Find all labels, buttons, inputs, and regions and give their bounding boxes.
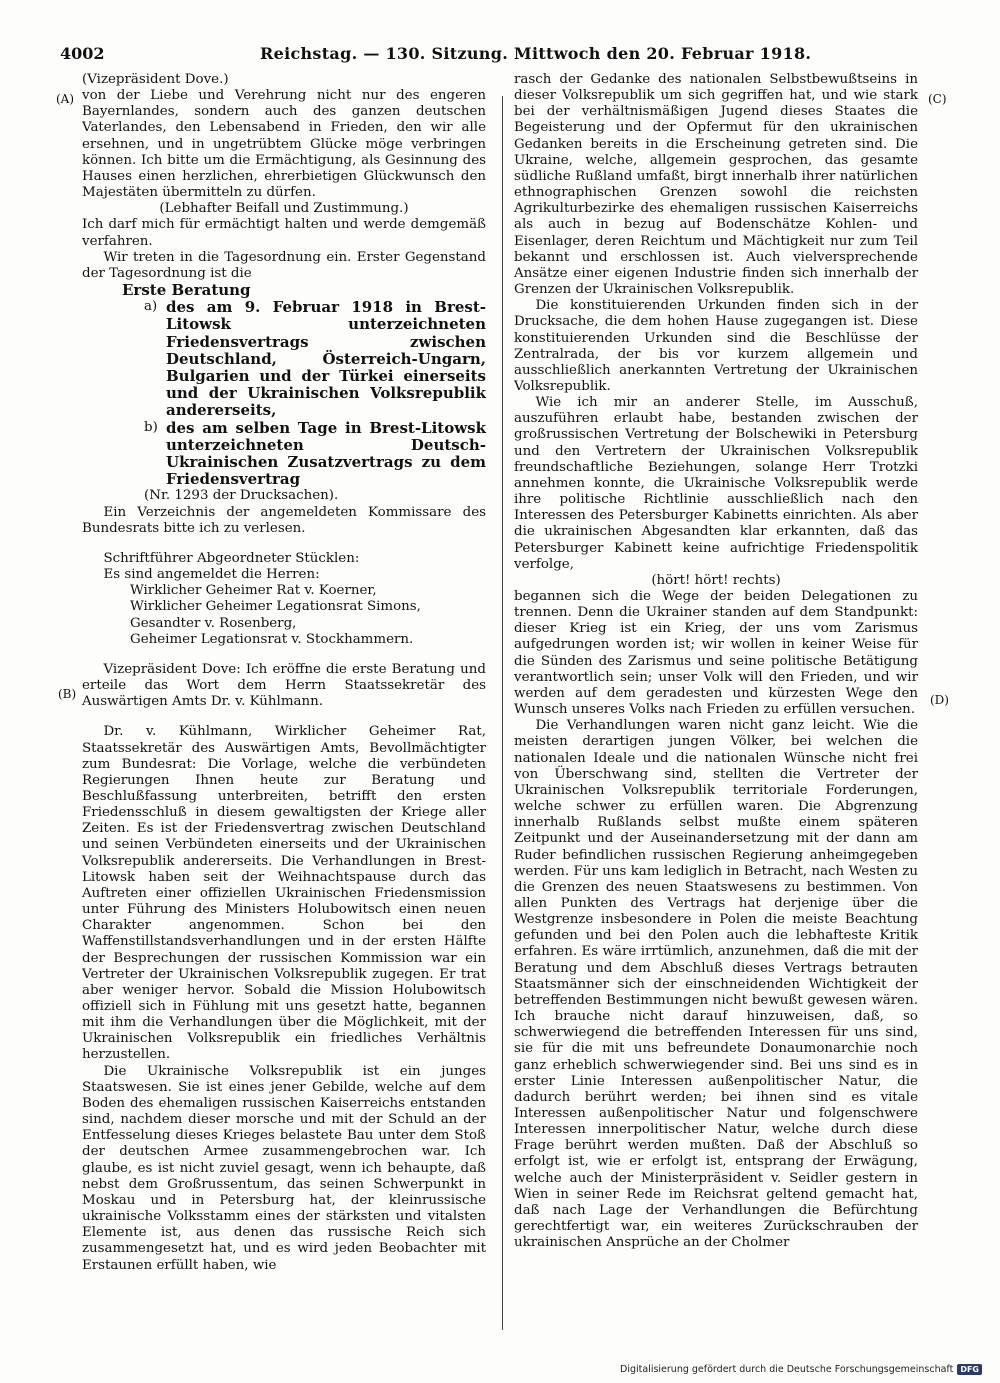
running-title: Reichstag. — 130. Sitzung. Mittwoch den 20. Februar 1918. bbox=[260, 44, 812, 63]
list-item: Geheimer Legationsrat v. Stockhammern. bbox=[130, 631, 414, 647]
item-text: des am 9. Februar 1918 in Brest-Litowsk unterzeichneten Friedensvertrags zwischen Deutschland, Österreich-Ungarn, Bulgarien und der Türkei einerseits und der Ukrainischen Volksrepublik andererseits, bbox=[166, 298, 486, 420]
applause-note: (Lebhafter Beifall und Zustimmung.) bbox=[159, 201, 409, 217]
item-label: b) bbox=[144, 419, 158, 435]
speaker-tag: (Vizepräsident Dove.) bbox=[82, 72, 229, 87]
margin-marker-a: (A) bbox=[56, 92, 75, 106]
drucksache-ref: (Nr. 1293 der Drucksachen). bbox=[144, 488, 339, 504]
footer bbox=[620, 1364, 982, 1375]
paragraph: Ich darf mich für ermächtigt halten und werde demgemäß verfahren. bbox=[82, 217, 486, 249]
list-item: Wirklicher Geheimer Legationsrat Simons, bbox=[130, 599, 421, 615]
item-text: des am selben Tage in Brest-Litowsk unterzeichneten Deutsch-Ukrainischen Zusatzvertrags zu dem Friedensvertrag bbox=[166, 418, 486, 489]
announce-line: Es sind angemeldet die Herren: bbox=[103, 567, 320, 583]
paragraph: Ein Verzeichnis der angemeldeten Kommissare des Bundesrats bitte ich zu verlesen. bbox=[82, 504, 486, 536]
paragraph: von der Liebe und Verehrung nicht nur des engeren Bayernlandes, sondern auch des ganzen deutschen Vaterlandes, den Lebensabend in Frieden, den wir alle ersehnen, und in ungetrübtem Glücke möge verbringen können. Ich bitte um die Ermächtigung, als Gesinnung des Hauses einen herzlichen, ehrerbietigen Glückwunsch den Majestäten übermitteln zu dürfen. bbox=[82, 88, 486, 201]
page-header bbox=[60, 44, 940, 68]
left-column bbox=[82, 72, 486, 1274]
paragraph: Dr. v. Kühlmann, Wirklicher Geheimer Rat, Staatssekretär des Auswärtigen Amts, Bevollmächtigter zum Bundesrat: Die Vorlage, welche die verbündeten Regierungen Ihnen heute zur Beratung und Beschlußfassung unterbreiten, betrifft den ersten Friedensschluß in diesem gewaltigsten der Kriege aller Zeiten. Es ist der Friedensvertrag zwischen Deutschland und seinen Verbündeten einerseits und der Ukrainischen Volksrepublik andererseits. Die Verhandlungen in Brest-Litowsk haben seit der Weihnachtspause durch das Auftreten einer offiziellen Ukrainischen Friedensmission unter Führung des Ministers Holubowitsch einen neuen Charakter angenommen. Schon bei den Waffenstillstandsverhandlungen und in der ersten Hälfte der Besprechungen der russischen Kommission war ein Vertreter der Ukrainischen Volksrepublik zugegen. Er trat aber weniger hervor. Sobald die Mission Holubowitsch offiziell sich in Fühlung mit uns gesetzt hatte, begannen mit ihm die Verhandlungen über die Möglichkeit, mit der Ukrainischen Volksrepublik ein friedliches Verhältnis herzustellen. bbox=[82, 724, 486, 1063]
paragraph: rasch der Gedanke des nationalen Selbstbewußtseins in dieser Volksrepublik um sich gegriffen hat, und wie stark bei der verhältnismäßigen Jugend dieses Staates die Begeisterung und der Opfermut für den ukrainischen Gedanken bereits in die Erscheinung getreten sind. Die Ukraine, welche, allgemein gesprochen, das gesamte südliche Rußland umfaßt, birgt innerhalb ihrer natürlichen ethnographischen Grenzen sowohl die reichsten Agrikulturbezirke des ehemaligen russischen Kaiserreichs als auch in bezug auf Bodenschätze Kohlen- und Eisenlager, deren Reichtum und Mächtigkeit nur zum Teil bekannt und erschlossen ist. Auch vielversprechende Ansätze einer eigenen Industrie finden sich innerhalb der Grenzen der Ukrainischen Volksrepublik. bbox=[514, 72, 918, 298]
paragraph: begannen sich die Wege der beiden Delegationen zu trennen. Denn die Ukrainer standen auf dem Standpunkt: dieser Krieg ist ein Krieg, der uns vom Zarismus aufgedrungen worden ist; wir wollen in keiner Weise für die Sünden des Zarismus und seine politische Betätigung verantwortlich sein; unser Volk will den Frieden, und wir werden auf dem geradesten und kürzesten Wege den Wunsch unseres Volks nach Frieden zu erfüllen versuchen. bbox=[514, 589, 918, 718]
page-number: 4002 bbox=[60, 44, 105, 63]
list-item: Wirklicher Geheimer Rat v. Koerner, bbox=[130, 583, 377, 599]
agenda-heading: Erste Beratung bbox=[122, 281, 251, 300]
paragraph: Wir treten in die Tagesordnung ein. Erster Gegenstand der Tagesordnung ist die bbox=[82, 249, 486, 281]
agenda-item-b bbox=[144, 420, 486, 489]
column-divider bbox=[502, 96, 503, 1330]
margin-marker-d: (D) bbox=[930, 693, 949, 707]
interjection-note: (hört! hört! rechts) bbox=[651, 572, 781, 588]
paragraph: Die konstituierenden Urkunden finden sich in der Drucksache, die dem hohen Hause zugegangen ist. Diese konstituierenden Urkunden sind die Beschlüsse der Zentralrada, der bis vor kurzem allgemein und ausschließlich anerkannten Vertretung der Ukrainischen Volksrepublik. bbox=[514, 298, 918, 394]
funding-note: Digitalisierung gefördert durch die Deutsche Forschungsgemeinschaft bbox=[620, 1364, 954, 1375]
item-label: a) bbox=[144, 299, 158, 315]
paragraph: Die Ukrainische Volksrepublik ist ein junges Staatswesen. Sie ist eines jener Gebilde, welche auf dem Boden des ehemaligen russischen Kaiserreichs entstanden sind, nachdem dieser morsche und mit der Schuld an der Entfesselung dieses Krieges belastete Bau unter dem Stoß der deutschen Armee zusammengebrochen war. Ich glaube, es ist nicht zuviel gesagt, wenn ich behaupte, daß nebst dem Großrussentum, das seinen Schwerpunkt in Moskau und in Petersburg hat, der kleinrussische ukrainische Volksstamm eines der stärksten und vitalsten Elemente ist, aus denen das russische Reich sich zusammengesetzt hat, und es wird jeden Beobachter mit Erstaunen erfüllt haben, wie bbox=[82, 1063, 486, 1273]
secretary-line: Schriftführer Abgeordneter Stücklen: bbox=[103, 550, 360, 566]
commissioner-list bbox=[130, 583, 486, 648]
margin-marker-c: (C) bbox=[928, 92, 947, 106]
list-item: Gesandter v. Rosenberg, bbox=[130, 615, 297, 631]
paragraph: Vizepräsident Dove: Ich eröffne die erste Beratung und erteile das Wort dem Herrn Staatssekretär des Auswärtigen Amts Dr. v. Kühlmann. bbox=[82, 661, 486, 710]
margin-marker-b: (B) bbox=[58, 687, 77, 701]
paragraph: Die Verhandlungen waren nicht ganz leicht. Wie die meisten derartigen jungen Völker, bei welchen die nationalen Ideale und die nationalen Wünsche nicht frei von Überschwang sind, stellten die Vertreter der Ukrainischen Volksrepublik territoriale Forderungen, welche schwer zu erfüllen waren. Die Abgrenzung innerhalb Rußlands selbst mußte einem späteren Zeitpunkt und der Auseinandersetzung mit der dann am Ruder befindlichen russischen Regierung anheimgegeben werden. Für uns kam lediglich in Betracht, nach Westen zu die Grenzen des neuen Staatswesens zu bestimmen. Von allen Punkten des Vertrags hat derjenige über die Westgrenze insbesondere in Polen die meiste Beachtung gefunden und bei den Polen auch die lebhafteste Kritik erfahren. Es wäre irrtümlich, anzunehmen, daß die mit der Beratung und dem Abschluß dieses Vertrags betrauten Staatsmänner sich der einschneidenden Wichtigkeit der betreffenden Bestimmungen nicht bewußt gewesen wären. Ich brauche nicht darauf hinzuweisen, daß, so schwerwiegend die betreffenden Interessen für uns sind, sie für die mit uns befreundete Donaumonarchie noch ganz erheblich schwerwiegender sind. Bei uns sind es in erster Linie Interessen außenpolitischer Natur, die dadurch berührt werden; bei ihnen sind es vitale Interessen außenpolitischer Natur und folgenschwere Interessen innerpolitischer Natur, welche durch diese Frage berührt werden mußten. Daß der Abschluß so erfolgt ist, wie er erfolgt ist, entsprang der Erwägung, welche auch der Ministerpräsident v. Seidler gestern in Wien in seiner Rede im Reichsrat geltend gemacht hat, daß nach Lage der Verhandlungen die Befürchtung gerechtfertigt war, ein weiteres Zurückschrauben der ukrainischen Ansprüche an der Cholmer bbox=[514, 718, 918, 1251]
right-column bbox=[514, 72, 918, 1251]
agenda-item-a bbox=[144, 299, 486, 419]
paragraph: Wie ich mir an anderer Stelle, im Ausschuß, auszuführen erlaubt habe, bestanden zwischen der großrussischen Vertretung der Bolschewiki in Petersburg und den Vertretern der Ukrainischen Volksrepublik freundschaftliche Beziehungen, solange Herr Trotzki annehmen konnte, die Ukrainische Volksrepublik werde ihre politische Richtlinie ausschließlich nach den Interessen des Petersburger Kabinetts einrichten. Als aber die ukrainischen Abgesandten klar erkannten, daß das Petersburger Kabinett keine aufrichtige Friedenspolitik verfolge, bbox=[514, 395, 918, 572]
dfg-logo: DFG bbox=[957, 1364, 982, 1375]
